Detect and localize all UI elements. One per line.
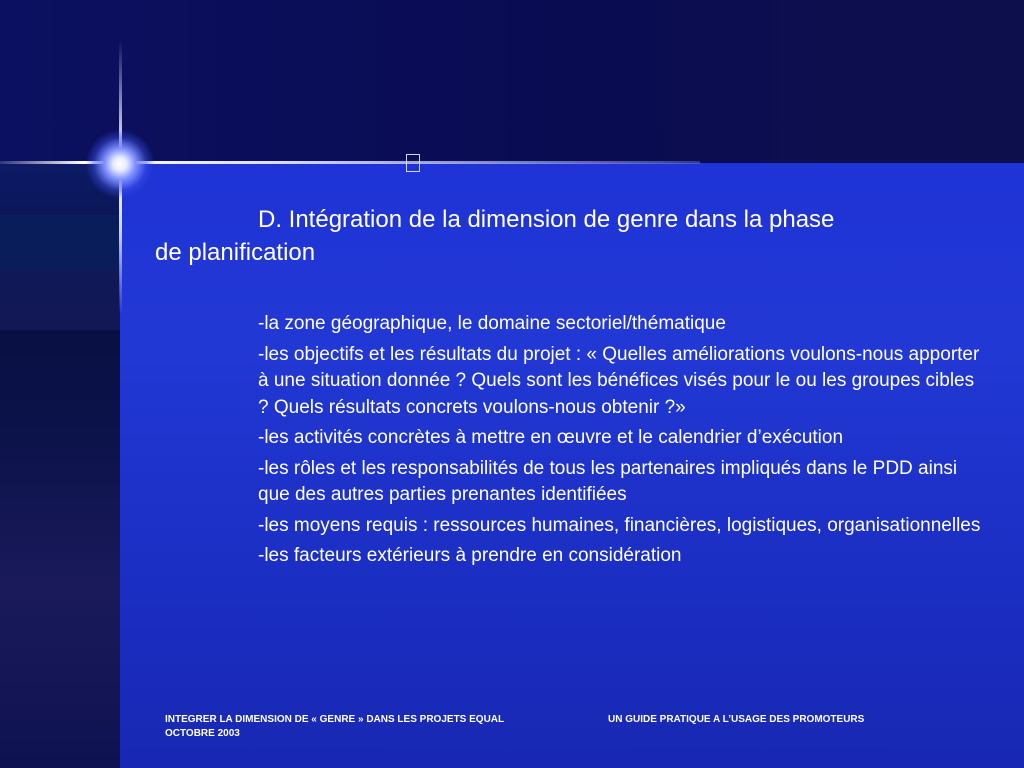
star-flare-icon (86, 130, 154, 198)
list-item: -les objectifs et les résultats du projet : « Quelles améliorations voulons-nous apporter à une situation donnée ? Quels sont les bénéfices visés pour le ou les groupes cibles ? Quels résultats concrets voulons-nous obtenir ?» (258, 343, 980, 418)
footer-right: UN GUIDE PRATIQUE A L’USAGE DES PROMOTEURS (608, 714, 865, 725)
slide-title (155, 203, 955, 269)
list-item: -les moyens requis : ressources humaines, financières, logistiques, organisationnelles (258, 514, 981, 536)
left-strip-band (0, 270, 120, 330)
bullet-list (258, 311, 988, 574)
title-line-1: D. Intégration de la dimension de genre dans la phase (258, 206, 835, 233)
left-background-strip (0, 163, 120, 768)
left-strip-band (0, 215, 120, 270)
title-line-2: de planification (155, 239, 316, 266)
list-item: -les facteurs extérieurs à prendre en considération (258, 545, 682, 566)
footer-title: INTEGRER LA DIMENSION DE « GENRE » DANS LES PROJETS EQUAL (165, 714, 505, 725)
footer-left (165, 713, 605, 741)
footer-date: OCTOBRE 2003 (165, 728, 240, 739)
top-background-band (0, 0, 1024, 163)
placeholder-glyph-icon (406, 154, 420, 172)
list-item: -la zone géographique, le domaine sectoriel/thématique (258, 313, 726, 334)
list-item: -les rôles et les responsabilités de tous les partenaires impliqués dans le PDD ainsi que des autres parties prenantes identifiées (258, 457, 958, 505)
list-item: -les activités concrètes à mettre en œuvre et le calendrier d’exécution (258, 427, 844, 448)
